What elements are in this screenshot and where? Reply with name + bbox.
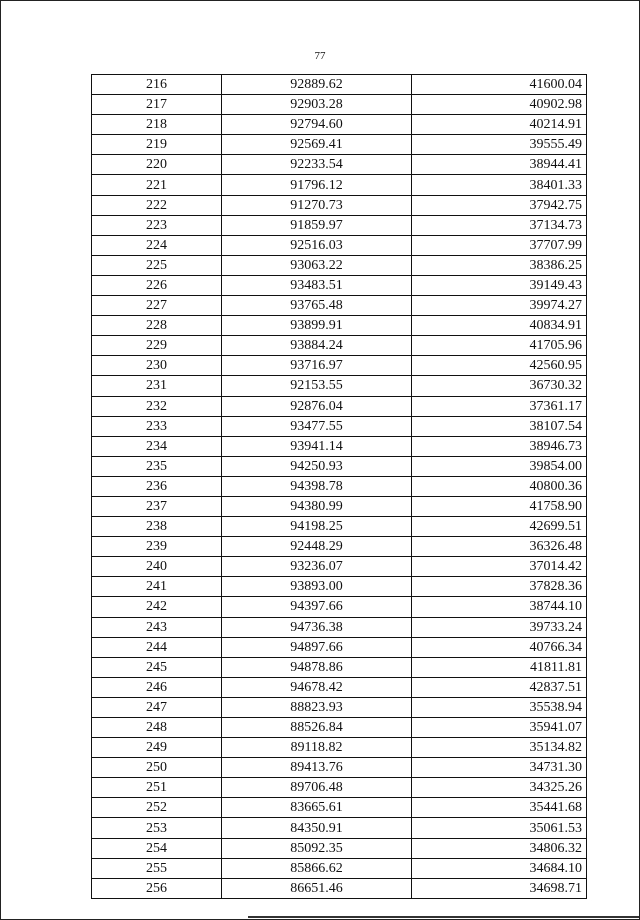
table-row	[92, 617, 587, 637]
y-coordinate-cell: 40766.34	[412, 637, 587, 657]
table-row	[92, 637, 587, 657]
y-coordinate-cell: 35441.68	[412, 798, 587, 818]
table-row	[92, 597, 587, 617]
y-coordinate-cell: 40800.36	[412, 476, 587, 496]
x-coordinate-cell: 93483.51	[222, 275, 412, 295]
table-row	[92, 718, 587, 738]
y-coordinate-cell: 37707.99	[412, 235, 587, 255]
y-coordinate-cell: 34684.10	[412, 858, 587, 878]
point-number-cell: 229	[92, 336, 222, 356]
point-number-cell: 254	[92, 838, 222, 858]
y-coordinate-cell: 42837.51	[412, 677, 587, 697]
point-number-cell: 220	[92, 155, 222, 175]
point-number-cell: 228	[92, 316, 222, 336]
point-number-cell: 250	[92, 758, 222, 778]
y-coordinate-cell: 38401.33	[412, 175, 587, 195]
table-row	[92, 416, 587, 436]
table-row	[92, 195, 587, 215]
x-coordinate-cell: 85866.62	[222, 858, 412, 878]
point-number-cell: 217	[92, 95, 222, 115]
point-number-cell: 230	[92, 356, 222, 376]
point-number-cell: 244	[92, 637, 222, 657]
x-coordinate-cell: 86651.46	[222, 878, 412, 898]
y-coordinate-cell: 42560.95	[412, 356, 587, 376]
point-number-cell: 232	[92, 396, 222, 416]
x-coordinate-cell: 84350.91	[222, 818, 412, 838]
y-coordinate-cell: 35538.94	[412, 697, 587, 717]
x-coordinate-cell: 93063.22	[222, 255, 412, 275]
point-number-cell: 252	[92, 798, 222, 818]
point-number-cell: 239	[92, 537, 222, 557]
y-coordinate-cell: 37942.75	[412, 195, 587, 215]
y-coordinate-cell: 38946.73	[412, 436, 587, 456]
point-number-cell: 222	[92, 195, 222, 215]
x-coordinate-cell: 92448.29	[222, 537, 412, 557]
x-coordinate-cell: 83665.61	[222, 798, 412, 818]
y-coordinate-cell: 37828.36	[412, 577, 587, 597]
table-row	[92, 657, 587, 677]
y-coordinate-cell: 41811.81	[412, 657, 587, 677]
point-number-cell: 236	[92, 476, 222, 496]
x-coordinate-cell: 92516.03	[222, 235, 412, 255]
coordinate-table	[91, 74, 587, 899]
x-coordinate-cell: 92153.55	[222, 376, 412, 396]
x-coordinate-cell: 89706.48	[222, 778, 412, 798]
y-coordinate-cell: 37361.17	[412, 396, 587, 416]
x-coordinate-cell: 85092.35	[222, 838, 412, 858]
x-coordinate-cell: 94878.86	[222, 657, 412, 677]
y-coordinate-cell: 41705.96	[412, 336, 587, 356]
x-coordinate-cell: 91796.12	[222, 175, 412, 195]
y-coordinate-cell: 37014.42	[412, 557, 587, 577]
table-row	[92, 115, 587, 135]
point-number-cell: 225	[92, 255, 222, 275]
bottom-edge-line	[248, 916, 639, 918]
point-number-cell: 249	[92, 738, 222, 758]
x-coordinate-cell: 92903.28	[222, 95, 412, 115]
point-number-cell: 255	[92, 858, 222, 878]
y-coordinate-cell: 35941.07	[412, 718, 587, 738]
x-coordinate-cell: 94736.38	[222, 617, 412, 637]
x-coordinate-cell: 93477.55	[222, 416, 412, 436]
y-coordinate-cell: 35134.82	[412, 738, 587, 758]
y-coordinate-cell: 39149.43	[412, 275, 587, 295]
point-number-cell: 216	[92, 75, 222, 95]
y-coordinate-cell: 41758.90	[412, 496, 587, 516]
point-number-cell: 221	[92, 175, 222, 195]
x-coordinate-cell: 94198.25	[222, 517, 412, 537]
table-row	[92, 75, 587, 95]
point-number-cell: 227	[92, 296, 222, 316]
point-number-cell: 234	[92, 436, 222, 456]
y-coordinate-cell: 40214.91	[412, 115, 587, 135]
y-coordinate-cell: 34806.32	[412, 838, 587, 858]
table-row	[92, 738, 587, 758]
point-number-cell: 251	[92, 778, 222, 798]
x-coordinate-cell: 89118.82	[222, 738, 412, 758]
x-coordinate-cell: 94398.78	[222, 476, 412, 496]
x-coordinate-cell: 92233.54	[222, 155, 412, 175]
table-row	[92, 778, 587, 798]
y-coordinate-cell: 39974.27	[412, 296, 587, 316]
table-row	[92, 517, 587, 537]
point-number-cell: 224	[92, 235, 222, 255]
table-row	[92, 677, 587, 697]
point-number-cell: 240	[92, 557, 222, 577]
x-coordinate-cell: 91270.73	[222, 195, 412, 215]
y-coordinate-cell: 38744.10	[412, 597, 587, 617]
table-row	[92, 95, 587, 115]
table-row	[92, 577, 587, 597]
y-coordinate-cell: 39854.00	[412, 456, 587, 476]
y-coordinate-cell: 40834.91	[412, 316, 587, 336]
x-coordinate-cell: 94380.99	[222, 496, 412, 516]
y-coordinate-cell: 40902.98	[412, 95, 587, 115]
point-number-cell: 247	[92, 697, 222, 717]
table-row	[92, 476, 587, 496]
y-coordinate-cell: 38386.25	[412, 255, 587, 275]
table-row	[92, 155, 587, 175]
table-row	[92, 496, 587, 516]
table-row	[92, 436, 587, 456]
y-coordinate-cell: 42699.51	[412, 517, 587, 537]
point-number-cell: 218	[92, 115, 222, 135]
x-coordinate-cell: 88823.93	[222, 697, 412, 717]
point-number-cell: 243	[92, 617, 222, 637]
x-coordinate-cell: 92794.60	[222, 115, 412, 135]
y-coordinate-cell: 36326.48	[412, 537, 587, 557]
point-number-cell: 223	[92, 215, 222, 235]
x-coordinate-cell: 93884.24	[222, 336, 412, 356]
table-row	[92, 697, 587, 717]
x-coordinate-cell: 94250.93	[222, 456, 412, 476]
table-row	[92, 255, 587, 275]
table-row	[92, 758, 587, 778]
table-row	[92, 215, 587, 235]
point-number-cell: 238	[92, 517, 222, 537]
y-coordinate-cell: 34698.71	[412, 878, 587, 898]
x-coordinate-cell: 92889.62	[222, 75, 412, 95]
point-number-cell: 231	[92, 376, 222, 396]
table-row	[92, 336, 587, 356]
y-coordinate-cell: 37134.73	[412, 215, 587, 235]
table-row	[92, 858, 587, 878]
y-coordinate-cell: 34731.30	[412, 758, 587, 778]
point-number-cell: 248	[92, 718, 222, 738]
table-row	[92, 235, 587, 255]
y-coordinate-cell: 34325.26	[412, 778, 587, 798]
x-coordinate-cell: 94397.66	[222, 597, 412, 617]
y-coordinate-cell: 38944.41	[412, 155, 587, 175]
point-number-cell: 237	[92, 496, 222, 516]
table-row	[92, 175, 587, 195]
table-row	[92, 838, 587, 858]
table-row	[92, 878, 587, 898]
table-row	[92, 557, 587, 577]
x-coordinate-cell: 94678.42	[222, 677, 412, 697]
point-number-cell: 245	[92, 657, 222, 677]
page-number: 77	[314, 50, 326, 62]
table-row	[92, 456, 587, 476]
x-coordinate-cell: 93941.14	[222, 436, 412, 456]
x-coordinate-cell: 93765.48	[222, 296, 412, 316]
y-coordinate-cell: 38107.54	[412, 416, 587, 436]
point-number-cell: 253	[92, 818, 222, 838]
point-number-cell: 226	[92, 275, 222, 295]
x-coordinate-cell: 93716.97	[222, 356, 412, 376]
x-coordinate-cell: 91859.97	[222, 215, 412, 235]
point-number-cell: 256	[92, 878, 222, 898]
x-coordinate-cell: 88526.84	[222, 718, 412, 738]
x-coordinate-cell: 89413.76	[222, 758, 412, 778]
y-coordinate-cell: 39733.24	[412, 617, 587, 637]
table-row	[92, 376, 587, 396]
table-row	[92, 798, 587, 818]
point-number-cell: 242	[92, 597, 222, 617]
point-number-cell: 235	[92, 456, 222, 476]
y-coordinate-cell: 35061.53	[412, 818, 587, 838]
x-coordinate-cell: 92569.41	[222, 135, 412, 155]
x-coordinate-cell: 92876.04	[222, 396, 412, 416]
x-coordinate-cell: 93236.07	[222, 557, 412, 577]
table-row	[92, 296, 587, 316]
y-coordinate-cell: 39555.49	[412, 135, 587, 155]
y-coordinate-cell: 36730.32	[412, 376, 587, 396]
x-coordinate-cell: 93893.00	[222, 577, 412, 597]
y-coordinate-cell: 41600.04	[412, 75, 587, 95]
x-coordinate-cell: 93899.91	[222, 316, 412, 336]
table-row	[92, 396, 587, 416]
table-body	[92, 75, 587, 899]
point-number-cell: 241	[92, 577, 222, 597]
table-row	[92, 818, 587, 838]
table-row	[92, 356, 587, 376]
point-number-cell: 246	[92, 677, 222, 697]
table-row	[92, 316, 587, 336]
table-row	[92, 135, 587, 155]
point-number-cell: 233	[92, 416, 222, 436]
x-coordinate-cell: 94897.66	[222, 637, 412, 657]
table-row	[92, 537, 587, 557]
point-number-cell: 219	[92, 135, 222, 155]
table-row	[92, 275, 587, 295]
